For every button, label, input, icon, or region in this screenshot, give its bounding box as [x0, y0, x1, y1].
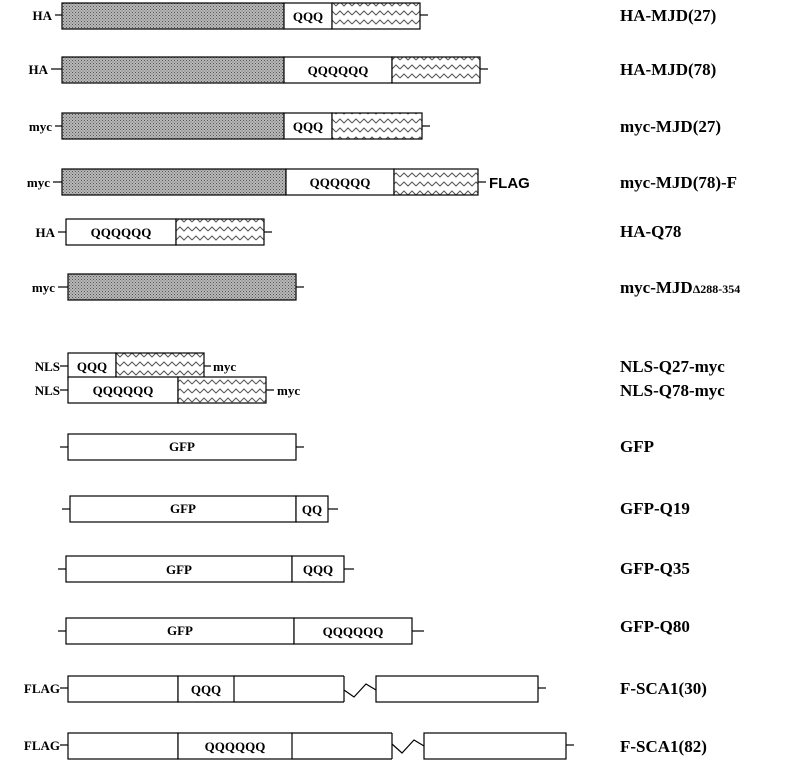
- construct-row-f-sca1-82: [24, 733, 707, 759]
- construct-row-ha-q78: [36, 219, 682, 245]
- cterm-domain: [176, 219, 264, 245]
- cterm-domain: [332, 113, 422, 139]
- construct-name-main: myc-MJD: [620, 278, 693, 297]
- sca1-middle: [292, 733, 392, 759]
- sca1-cterm: [424, 733, 566, 759]
- tag-left: FLAG: [23, 738, 60, 753]
- construct-row-nls-q78-myc: [35, 377, 726, 403]
- polyq-label: QQ: [301, 502, 323, 517]
- cterm-domain: [178, 377, 266, 403]
- construct-row-myc-mjd-delta: [32, 274, 740, 300]
- sca1-cterm: [376, 676, 538, 702]
- construct-row-gfp-q35: [58, 556, 690, 582]
- construct-row-ha-mjd-27: [33, 3, 717, 29]
- gfp-label: GFP: [166, 562, 192, 577]
- tag-left: myc: [26, 175, 50, 190]
- break-mark: [392, 740, 424, 753]
- tag-left: NLS: [34, 383, 60, 398]
- cterm-domain: [394, 169, 478, 195]
- polyq-label: QQQ: [302, 562, 334, 577]
- construct-row-gfp-q80: [58, 617, 690, 644]
- mjd-domain: [62, 3, 284, 29]
- tag-right: myc: [213, 359, 237, 374]
- construct-name: HA-MJD(27): [620, 6, 717, 25]
- construct-row-nls-q27-myc: [35, 353, 726, 379]
- polyq-label: QQQ: [292, 9, 324, 24]
- tag-left: myc: [31, 280, 55, 295]
- polyq-label: QQQQQQ: [204, 739, 266, 754]
- polyq-label: QQQQQQ: [92, 383, 154, 398]
- construct-row-myc-mjd-27: [29, 113, 721, 139]
- sca1-nterm: [68, 733, 178, 759]
- polyq-label: QQQQQQ: [309, 175, 371, 190]
- polyq-label: QQQ: [292, 119, 324, 134]
- tag-left: HA: [28, 62, 48, 77]
- construct-name: myc-MJD(78)-F: [620, 173, 738, 192]
- polyq-label: QQQ: [76, 359, 108, 374]
- tag-left: NLS: [34, 359, 60, 374]
- gfp-label: GFP: [167, 623, 193, 638]
- gfp-label: GFP: [169, 439, 195, 454]
- break-mark: [344, 684, 376, 697]
- construct-row-ha-mjd-78: [29, 57, 717, 83]
- construct-name: GFP-Q19: [620, 499, 690, 518]
- cterm-domain: [392, 57, 480, 83]
- mjd-domain: [68, 274, 296, 300]
- cterm-domain: [116, 353, 204, 379]
- construct-name: GFP-Q35: [620, 559, 690, 578]
- mjd-domain: [62, 169, 286, 195]
- construct-row-gfp: [60, 434, 654, 460]
- tag-left: FLAG: [23, 681, 60, 696]
- gfp-label: GFP: [170, 501, 196, 516]
- construct-name: myc-MJD(27): [620, 117, 722, 136]
- construct-name: HA-MJD(78): [620, 60, 717, 79]
- cterm-domain: [332, 3, 420, 29]
- sca1-nterm: [68, 676, 178, 702]
- construct-name: GFP-Q80: [620, 617, 690, 636]
- construct-name: [620, 278, 740, 297]
- tag-right: myc: [277, 383, 301, 398]
- polyq-label: QQQ: [190, 682, 222, 697]
- construct-name: NLS-Q78-myc: [620, 381, 725, 400]
- construct-name: HA-Q78: [620, 222, 682, 241]
- mjd-domain: [62, 57, 284, 83]
- construct-name: F-SCA1(30): [620, 679, 707, 698]
- tag-left: myc: [28, 119, 52, 134]
- mjd-domain: [62, 113, 284, 139]
- polyq-label: QQQQQQ: [322, 624, 384, 639]
- construct-row-gfp-q19: [62, 496, 690, 522]
- construct-row-f-sca1-30: [24, 676, 707, 702]
- tag-left: HA: [32, 8, 52, 23]
- construct-name: GFP: [620, 437, 654, 456]
- construct-name: NLS-Q27-myc: [620, 357, 725, 376]
- sca1-middle: [234, 676, 344, 702]
- polyq-label: QQQQQQ: [307, 63, 369, 78]
- tag-right: FLAG: [489, 175, 530, 192]
- construct-name-subscript: Δ288-354: [692, 282, 741, 296]
- polyq-label: QQQQQQ: [90, 225, 152, 240]
- tag-left: HA: [35, 225, 55, 240]
- construct-name: F-SCA1(82): [620, 737, 707, 756]
- construct-row-myc-mjd-78-f: [27, 169, 737, 195]
